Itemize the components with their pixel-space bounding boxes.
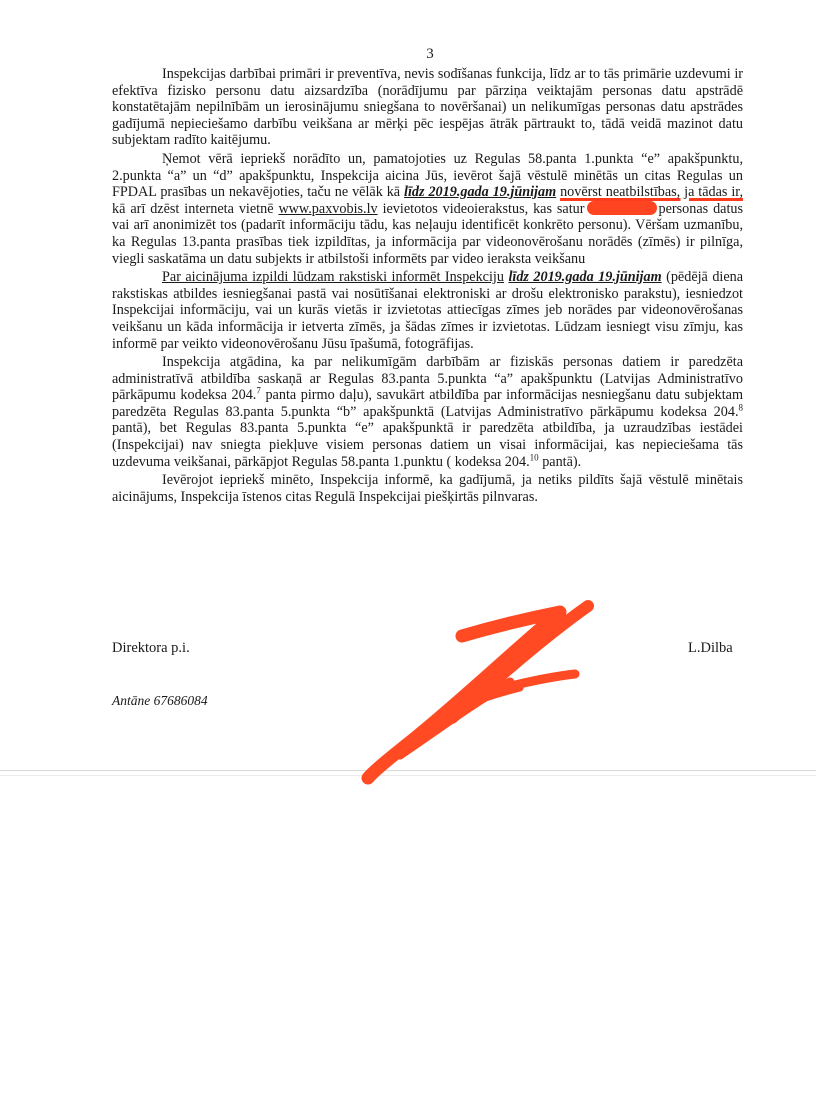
p3-rest: (pēdējā diena rakstiskas atbildes iesniegšanai pastā vai nosūtīšanai elektroniski ar drošu elektronisko parakstu), iesniedzot Inspekcijai informāciju, vai un kurās vietās ir izvietotas attiecīgas zīmes jeb norādes par videonovērošanas veikšanu un kāda informācija ir ietverta zīmēs, ja šādas zīmes ir izvietotas. Lūdzam iesniegt visu zīmju, kas informē par veikto videonovērošanu Jūsu īpašumā, fotogrāfijas. (112, 269, 744, 352)
letter-body (112, 66, 743, 505)
p2-text-c: ievietotos videoierakstus, kas satur (382, 200, 585, 217)
p4-text-b: panta pirmo daļu), savukārt atbildība par informācijas nesniegšanu datu subjektam paredzēta Regulas 83.panta 5.punkta “b” apakšpunktā (Latvijas Administratīvo pārkāpumu kodeksa 204. (112, 387, 743, 420)
p2-deadline: līdz 2019.gada 19.jūnijam (404, 184, 557, 201)
redaction-mark (587, 201, 657, 215)
paragraph-2 (112, 151, 743, 267)
p3-underlined: Par aicinājuma izpildi lūdzam rakstiski informēt Inspekciju (162, 269, 504, 286)
p4-sup-3: 10 (529, 451, 539, 462)
signature-redaction-scribble-icon (360, 590, 600, 790)
p3-deadline: līdz 2019.gada 19.jūnijam (508, 269, 662, 286)
signatory-role: Direktora p.i. (112, 640, 190, 656)
paragraph-4 (112, 354, 743, 470)
author-line: Antāne 67686084 (112, 693, 208, 708)
p4-sup-1: 7 (256, 385, 261, 396)
p4-text-d: pantā). (542, 453, 582, 470)
page-number: 3 (426, 46, 434, 62)
paragraph-3 (112, 269, 743, 352)
signatory-name: L.Dilba (688, 640, 733, 656)
p2-text-d: personas datus vai arī anonimizēt tos (padarīt informāciju tādu, kas neļauju identificēt konkrēto personu). Vēršam uzmanību, ka Regulas 13.panta prasības tiek izpildītas, ja informācija par videonovērošanu norādēs (zīmēs) ir pilnīga, viegli saskatāma un datu subjekts ir atbilstoši informēts par video ieraksta veikšanu (112, 200, 744, 267)
p4-text-c: pantā), bet Regulas 83.panta 5.punkta “e” apakšpunktā ir paredzēta atbildība, ja uzraudzības iestādei (Inspekcijai) nav sniegta piekļuve visiem personas datiem un visai informācijai, kas nepieciešama tās uzdevuma veikšanai, pārkāpjot Regulas 58.panta 1.punktu ( kodeksa 204. (112, 420, 743, 470)
website-link[interactable]: www.paxvobis.lv (278, 200, 378, 217)
p2-text-b: kā arī dzēst interneta vietnē (112, 200, 274, 217)
p4-text-a: Inspekcija atgādina, ka par nelikumīgām darbībām ar fiziskās personas datiem ir paredzēta administratīvā atbildība saskaņā ar Regulas 83.panta 5.punkta “a” apakšpunktu (Latvijas Administratīvo pārkāpumu kodeksa 204. (112, 354, 743, 404)
p4-sup-2: 8 (738, 402, 743, 413)
p2-text-a: Ņemot vērā iepriekš norādīto un, pamatojoties uz Regulas 58.panta 1.punkta “e” apakšpunktu, 2.punkta “a” un “d” apakšpunktu, Inspekcija aicina Jūs, ievērot šajā vēstulē minētās un citas Regulas un FPDAL prasības un nekavējoties, taču ne vēlāk kā (112, 150, 743, 201)
p2-red-underlined: novērst neatbilstības, ja tādas ir, (560, 184, 744, 201)
paragraph-5: Ievērojot iepriekš minēto, Inspekcija informē, ka gadījumā, ja netiks pildīts šajā vēstulē minētais aicinājums, Inspekcija īstenos citas Regulā Inspekcijai piešķirtās pilnvaras. (112, 472, 743, 505)
paragraph-1: Inspekcijas darbībai primāri ir preventīva, nevis sodīšanas funkcija, līdz ar to tās primārie uzdevumi ir efektīva fizisko personu datu aizsardzība (norādījumu par pārziņa veiktajām personas datu apstrādē konstatētajām nepilnībām un ierosinājumu sniegšana to novēršanai) un nelikumīgas personas datu apstrādes gadījumā nepieciešamo darbību veikšana ar mērķi pēc iespējas ātrāk pārtraukt to, tādā veidā mazinot datu subjektam radīto kaitējumu. (112, 66, 743, 149)
